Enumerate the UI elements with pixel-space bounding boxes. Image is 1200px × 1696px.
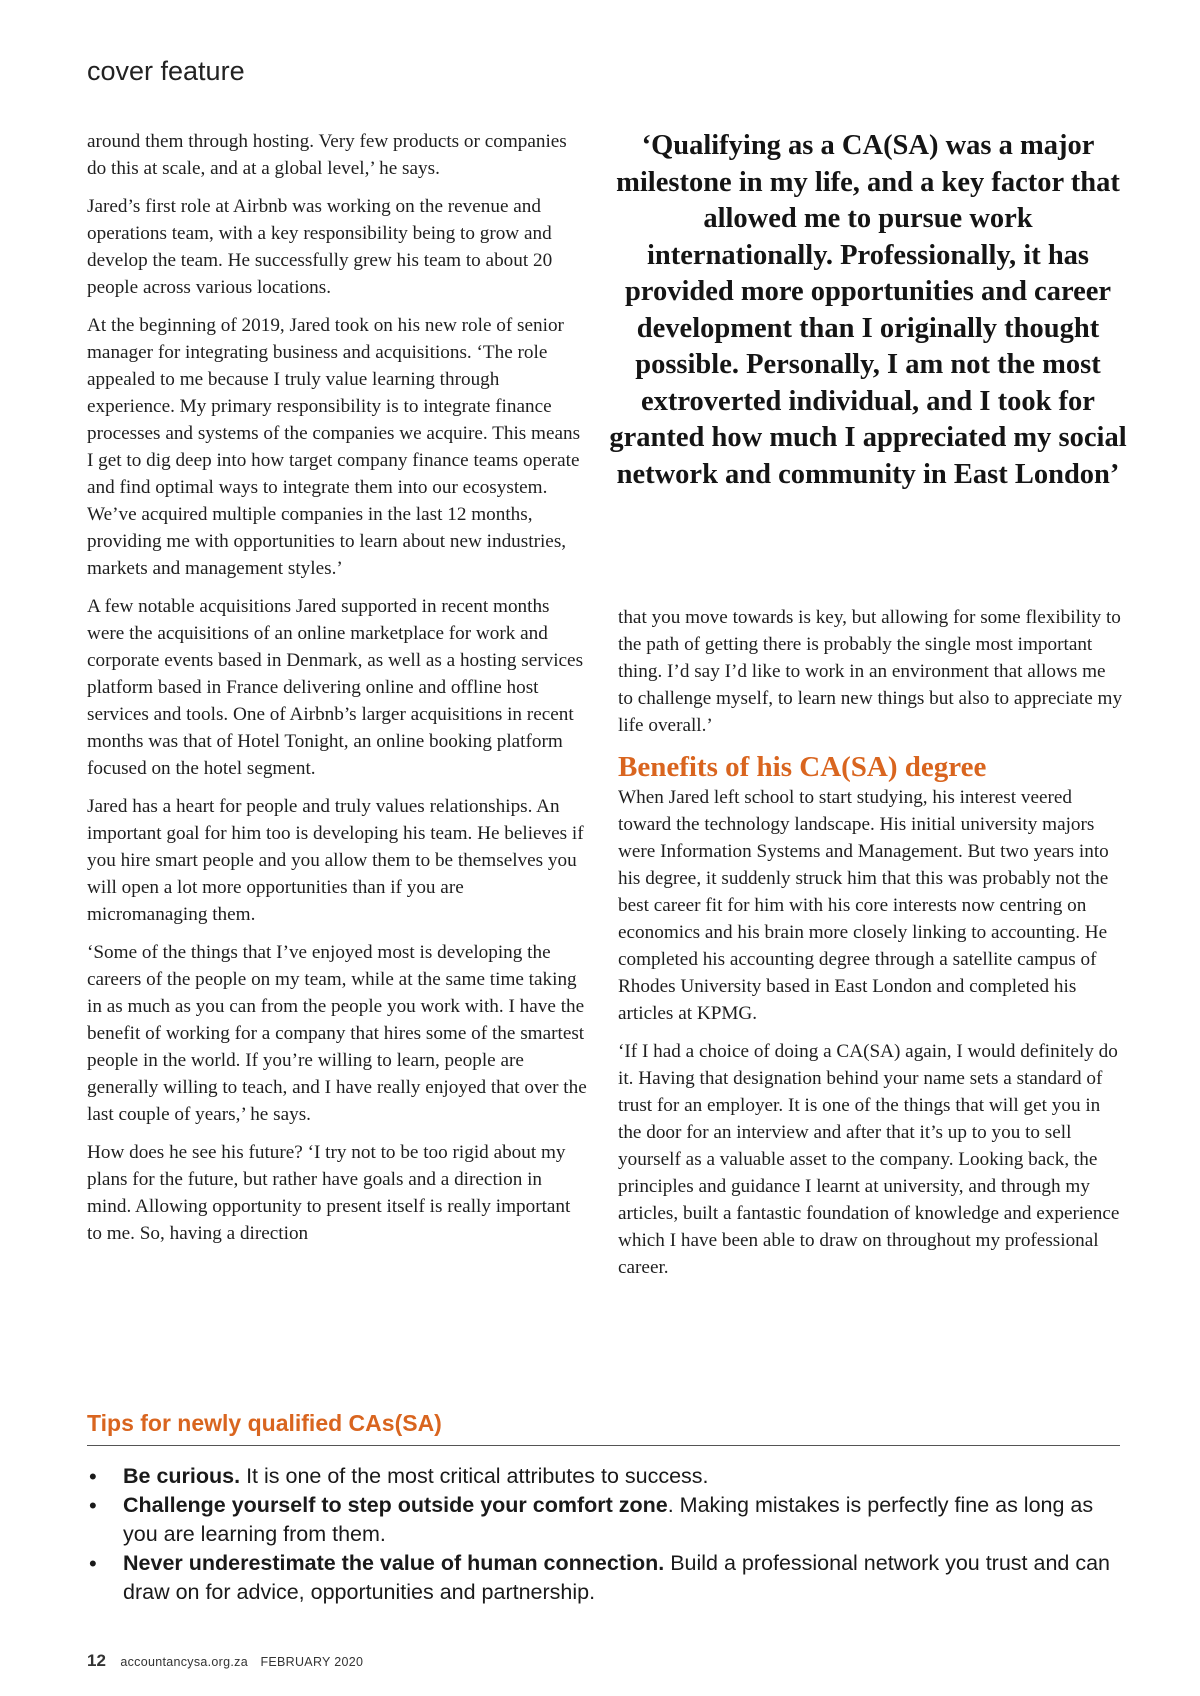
tip-text: Build a professional network you trust and can draw on for advice, opportunities and partnership. [123, 1551, 1110, 1604]
tip-bold-text: Be curious. [123, 1464, 241, 1488]
body-paragraph: Jared has a heart for people and truly values relationships. An important goal for him too is developing his team. He believes if you hire smart people and you allow them to be themselves you will open a lot more opportunities than if you are micromanaging them. [87, 796, 584, 925]
body-paragraph: around them through hosting. Very few products or companies do this at scale, and at a global level,’ he says. [87, 131, 567, 179]
body-paragraph: How does he see his future? ‘I try not to be too rigid about my plans for the future, but rather have goals and a direction in mind. Allowing opportunity to present itself is really important to me. So, having a direction [87, 1142, 571, 1244]
tip-item [87, 1491, 1120, 1549]
right-column [618, 604, 1123, 1292]
left-column [87, 128, 587, 1258]
issue-date: FEBRUARY 2020 [260, 1655, 364, 1669]
bullet-icon: • [89, 1464, 97, 1489]
body-paragraph: Jared’s first role at Airbnb was working on the revenue and operations team, with a key responsibility being to grow and develop the team. He successfully grew his team to about 20 people across various locations. [87, 196, 553, 298]
tip-text: . Making mistakes is perfectly fine as long as you are learning from them. [123, 1493, 1094, 1546]
body-paragraph: ‘If I had a choice of doing a CA(SA) again, I would definitely do it. Having that designation behind your name sets a standard of trust for an employer. It is one of the things that will get you in the door for an interview and after that it’s up to you to sell yourself as a valuable asset to the company. Looking back, the principles and guidance I learnt at university, and through my articles, built a fantastic foundation of knowledge and experience which I have been able to draw on throughout my professional career. [618, 1041, 1120, 1278]
pull-quote: ‘Qualifying as a CA(SA) was a major milestone in my life, and a key factor that allowed me to pursue work internationally. Professionally, it has provided more opportunities and career development than I originally thought possible. Personally, I am not the most extroverted individual, and I took for granted how much I appreciated my social network and community in East London’ [609, 130, 1127, 490]
bullet-icon: • [89, 1493, 97, 1518]
body-paragraph: ‘Some of the things that I’ve enjoyed most is developing the careers of the people on my team, while at the same time taking in as much as you can from the people you work with. I have the benefit of working for a company that hires some of the smartest people in the world. If you’re willing to learn, people are generally willing to teach, and I have really enjoyed that over the last couple of years,’ he says. [87, 942, 587, 1125]
section-label: cover feature [87, 56, 245, 86]
page-footer [87, 1651, 363, 1671]
body-paragraph: At the beginning of 2019, Jared took on his new role of senior manager for integrating business and acquisitions. ‘The role appealed to me because I truly value learning through experience. My primary responsibility is to integrate finance processes and systems of the companies we acquire. This means I get to dig deep into how target company finance teams operate and find optimal ways to integrate them into our ecosystem. We’ve acquired multiple companies in the last 12 months, providing me with opportunities to learn about new industries, markets and management styles.’ [87, 315, 581, 579]
tip-bold-text: Never underestimate the value of human connection. [123, 1551, 665, 1575]
body-paragraph: A few notable acquisitions Jared supported in recent months were the acquisitions of an online marketplace for work and corporate events based in Denmark, as well as a hosting services platform based in France delivering online and offline host services and tools. One of Airbnb’s larger acquisitions in recent months was that of Hotel Tonight, an online booking platform focused on the hotel segment. [87, 596, 584, 779]
tip-bold-text: Challenge yourself to step outside your comfort zone [123, 1493, 668, 1517]
website-link[interactable]: accountancysa.org.za [120, 1655, 248, 1669]
bullet-icon: • [89, 1551, 97, 1576]
subheading: Benefits of his CA(SA) degree [618, 751, 987, 783]
tip-item [87, 1462, 1120, 1491]
tip-item [87, 1549, 1120, 1607]
tips-title: Tips for newly qualified CAs(SA) [87, 1410, 1120, 1446]
body-paragraph: that you move towards is key, but allowing for some flexibility to the path of getting there is probably the single most important thing. I’d say I’d like to work in an environment that allows me to challenge myself, to learn new things but also to appreciate my life overall.’ [618, 607, 1123, 736]
page-number: 12 [87, 1651, 106, 1670]
tips-box [87, 1410, 1120, 1607]
tips-list [87, 1462, 1120, 1607]
body-paragraph: When Jared left school to start studying, his interest veered toward the technology landscape. His initial university majors were Information Systems and Management. But two years into his degree, it suddenly struck him that this was probably not the best career fit for him with his core interests now centring on economics and his brain more closely linking to accounting. He completed his accounting degree through a satellite campus of Rhodes University based in East London and completed his articles at KPMG. [618, 787, 1109, 1024]
tip-text: It is one of the most critical attributes to success. [240, 1464, 709, 1488]
